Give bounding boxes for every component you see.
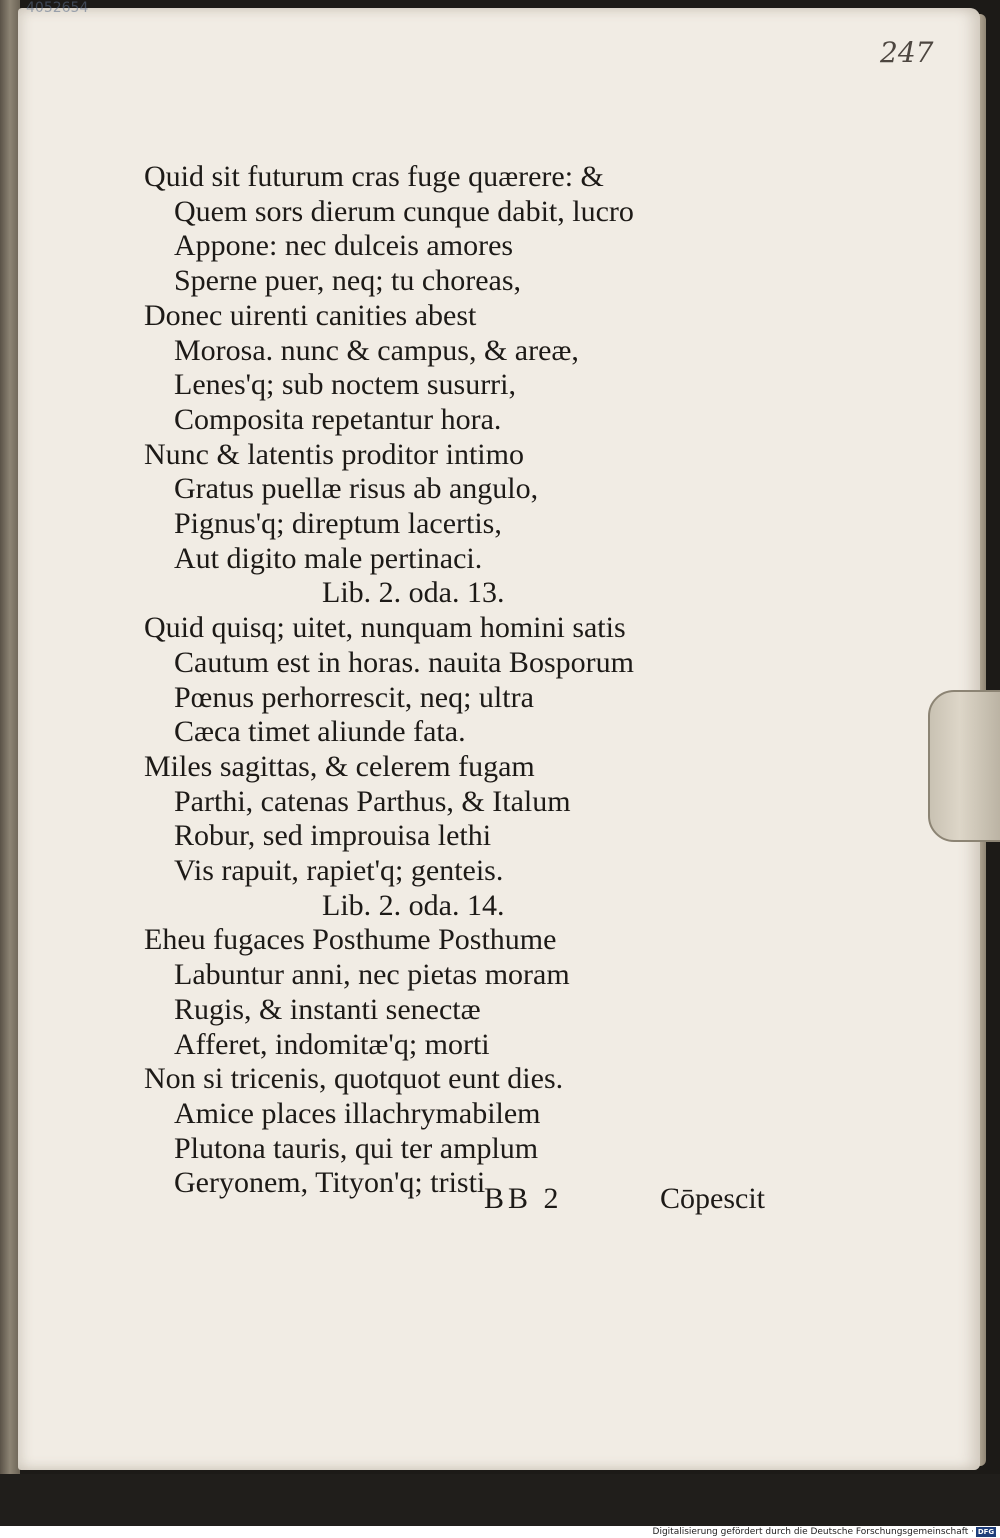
- poem-line: Quem sors dierum cunque dabit, lucro: [174, 194, 634, 228]
- poem-line: Morosa. nunc & campus, & areæ,: [174, 333, 579, 367]
- funding-note: Digitalisierung gefördert durch die Deutsche Forschungsgemeinschaft ·: [652, 1527, 974, 1537]
- poem-line: Appone: nec dulceis amores: [174, 229, 514, 263]
- poem-line: Quid quisq; uitet, nunquam homini satis: [144, 611, 626, 645]
- poem-line: Eheu fugaces Posthume Posthume: [144, 923, 557, 957]
- poem-line: Aut digito male pertinaci.: [174, 541, 483, 575]
- poem-line: Composita repetantur hora.: [174, 402, 502, 436]
- poem-line: Rugis, & instanti senectæ: [174, 992, 481, 1026]
- footer-bar: [0, 1526, 1000, 1538]
- dfg-logo-icon: DFG: [977, 1528, 995, 1536]
- folio-number: 247: [880, 36, 934, 69]
- poem-line: Labuntur anni, nec pietas moram: [174, 958, 570, 992]
- poem-line: Sperne puer, neq; tu choreas,: [174, 264, 522, 298]
- signature-mark: BB 2: [484, 1182, 563, 1215]
- ode-heading: Lib. 2. oda. 13.: [322, 576, 505, 610]
- poem-text-block: [130, 160, 810, 1201]
- poem-line: Afferet, indomitæ'q; morti: [174, 1027, 490, 1061]
- poem-line: Nunc & latentis proditor intimo: [144, 437, 524, 471]
- book-binding-edge: [0, 0, 20, 1538]
- poem-line: Cæca timet aliunde fata.: [174, 715, 466, 749]
- poem-line: Cautum est in horas. nauita Bosporum: [174, 645, 634, 679]
- poem-line: Gratus puellæ risus ab angulo,: [174, 472, 539, 506]
- poem-line: Robur, sed improuisa lethi: [174, 819, 492, 853]
- poem-line: Donec uirenti canities abest: [144, 298, 477, 332]
- poem-line: Non si tricenis, quotquot eunt dies.: [144, 1062, 564, 1096]
- poem-line: Pignus'q; direptum lacertis,: [174, 507, 502, 541]
- poem-line: Quid sit futurum cras fuge quærere: &: [144, 160, 604, 193]
- ode-heading: Lib. 2. oda. 14.: [322, 888, 505, 922]
- poem-line: Miles sagittas, & celerem fugam: [144, 749, 535, 783]
- poem-line: Amice places illachrymabilem: [174, 1096, 541, 1130]
- poem-line: Plutona tauris, qui ter amplum: [174, 1131, 539, 1165]
- poem-line: Parthi, catenas Parthus, & Italum: [174, 784, 571, 818]
- poem-line: Lenes'q; sub noctem susurri,: [174, 368, 517, 402]
- bookmark-tab: [928, 690, 1000, 842]
- catchword: Cōpescit: [660, 1182, 765, 1215]
- poem-line: Pœnus perhorrescit, neq; ultra: [174, 680, 534, 714]
- poem-line: Geryonem, Tityon'q; tristi: [174, 1166, 486, 1200]
- archive-id: 4052654: [26, 0, 89, 16]
- poem-line: Vis rapuit, rapiet'q; genteis.: [174, 854, 504, 888]
